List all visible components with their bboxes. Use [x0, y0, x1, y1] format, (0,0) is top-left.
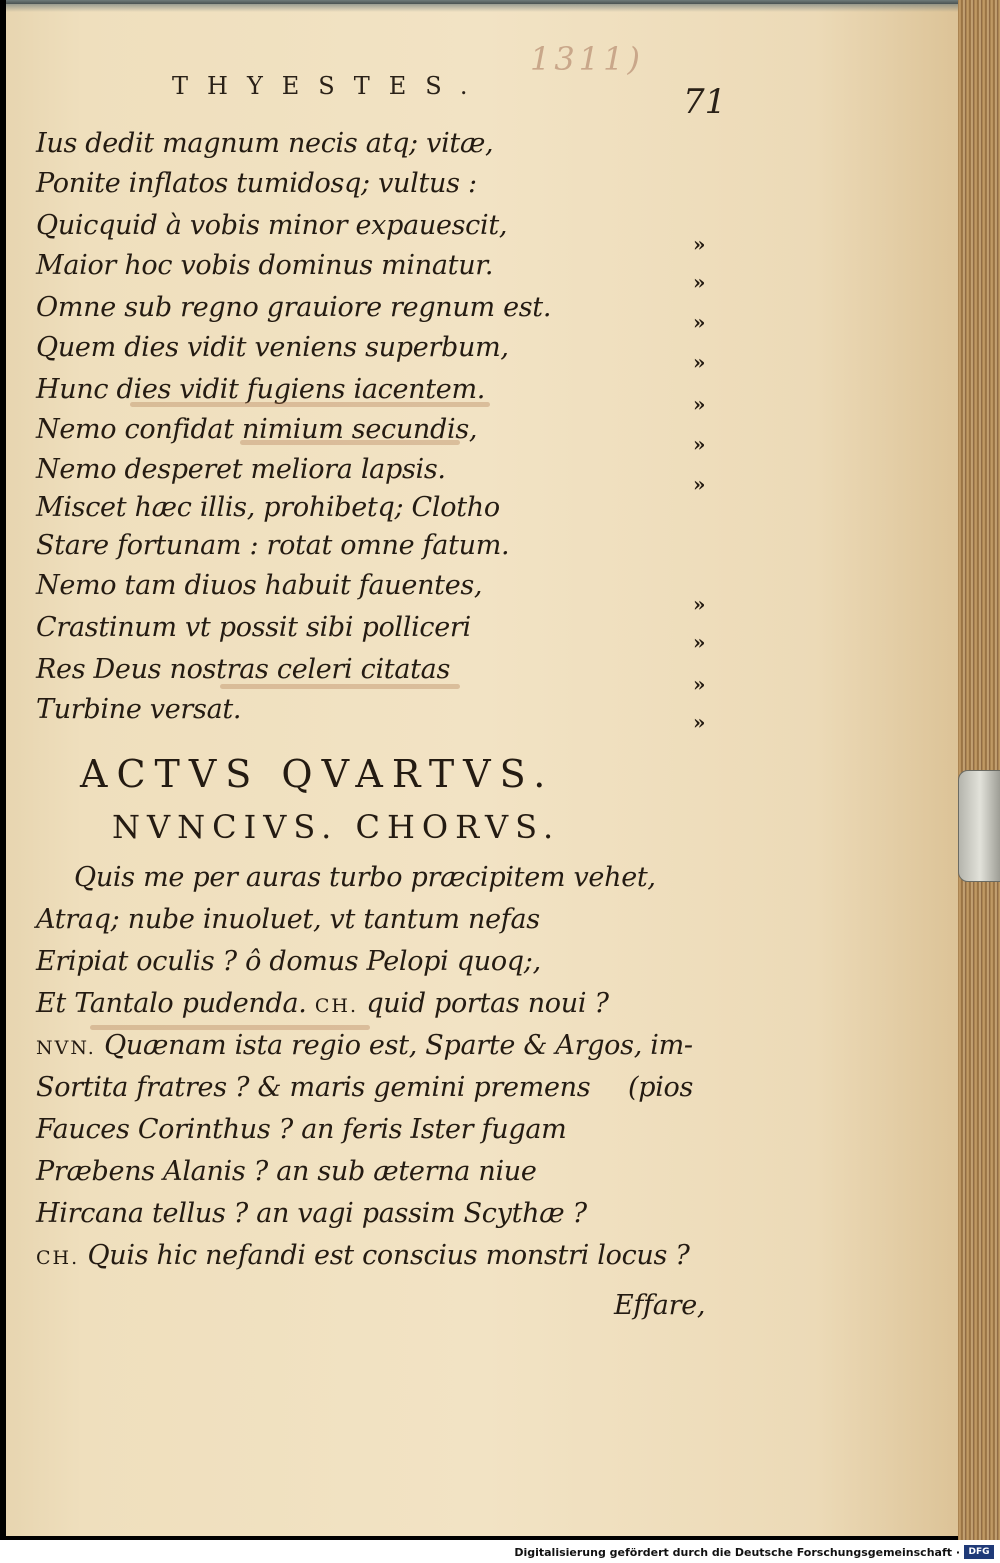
verse-line: Ponite inflatos tumidosq; vultus :: [36, 168, 477, 199]
dfg-logo: DFG: [964, 1545, 994, 1559]
dialogue-text: Præbens Alanis ? an sub æterna niue: [36, 1156, 537, 1187]
marginal-mark: »: [693, 232, 706, 256]
verse-line: Hunc dies vidit fugiens iacentem.: [36, 374, 486, 405]
dialogue-text: Atraq; nube inuoluet, vt tantum nefas: [36, 904, 540, 935]
dialogue-line: [36, 988, 609, 1019]
verse-line: Miscet hæc illis, prohibetq; Clotho: [36, 492, 500, 523]
speaker-label: NVN.: [36, 1037, 96, 1059]
dialogue-line: [36, 1114, 566, 1145]
verse-line: Nemo tam diuos habuit fauentes,: [36, 570, 483, 601]
marginal-mark: »: [693, 392, 706, 416]
dialogue-text: Quis hic nefandi est conscius monstri locus ?: [87, 1240, 690, 1271]
dialogue-text: Et Tantalo pudenda.: [36, 988, 307, 1019]
verse-line: Quem dies vidit veniens superbum,: [36, 332, 509, 363]
verse-line: Omne sub regno grauiore regnum est.: [36, 292, 552, 323]
dialogue-text: Sortita fratres ? & maris gemini premens: [36, 1072, 591, 1103]
verse-line: Quicquid à vobis minor expauescit,: [36, 210, 508, 241]
underline-annotation: [130, 402, 490, 407]
scene-heading: NVNCIVS. CHORVS.: [112, 808, 561, 846]
handwritten-note: 1311): [530, 40, 644, 78]
marginal-mark: »: [693, 432, 706, 456]
dialogue-line: [36, 1198, 587, 1229]
marginal-mark: »: [693, 710, 706, 734]
verse-line: Nemo desperet meliora lapsis.: [36, 454, 446, 485]
dialogue-text: Fauces Corinthus ? an feris Ister fugam: [36, 1114, 567, 1145]
page-number: 71: [683, 82, 727, 122]
speaker-label: CH.: [314, 995, 359, 1017]
page-top-shadow: [6, 0, 958, 12]
verse-line: Turbine versat.: [36, 694, 242, 725]
marginal-mark: »: [693, 270, 706, 294]
act-heading: ACTVS QVARTVS.: [80, 752, 555, 796]
speaker-label: CH.: [36, 1247, 80, 1269]
marginal-mark: »: [693, 630, 706, 654]
dialogue-text: Quænam ista regio est, Sparte & Argos, im-: [104, 1030, 693, 1061]
marginal-mark: »: [693, 350, 706, 374]
book-clasp: [958, 770, 1000, 882]
marginal-mark: »: [693, 672, 706, 696]
dialogue-line: [36, 1240, 690, 1271]
verse-line: Res Deus nostras celeri citatas: [36, 654, 451, 685]
dialogue-line: [36, 1156, 537, 1187]
verse-line: Stare fortunam : rotat omne fatum.: [36, 530, 510, 561]
dialogue-line: [36, 904, 540, 935]
catchword: Effare,: [614, 1290, 706, 1321]
verse-line: Maior hoc vobis dominus minatur.: [36, 250, 494, 281]
dialogue-text: quid portas noui ?: [366, 988, 609, 1019]
runover-text: (pios: [628, 1072, 694, 1103]
marginal-mark: »: [693, 592, 706, 616]
marginal-mark: »: [693, 310, 706, 334]
dialogue-line: [74, 862, 656, 893]
verse-line: Ius dedit magnum necis atq; vitæ,: [36, 128, 494, 159]
running-head: THYESTES.: [172, 72, 487, 100]
verse-line: Crastinum vt possit sibi polliceri: [36, 612, 471, 643]
underline-annotation: [220, 684, 460, 689]
marginal-mark: »: [693, 472, 706, 496]
underline-annotation: [240, 440, 460, 445]
dialogue-line: [36, 1030, 693, 1061]
dialogue-line: [36, 946, 541, 977]
dialogue-text: Hircana tellus ? an vagi passim Scythæ ?: [36, 1198, 587, 1229]
dialogue-text: Eripiat oculis ? ô domus Pelopi quoq;,: [36, 946, 541, 977]
dialogue-text: Quis me per auras turbo præcipitem vehet,: [74, 862, 656, 893]
digitization-credit: Digitalisierung gefördert durch die Deutsche Forschungsgemeinschaft ·: [514, 1546, 960, 1559]
dialogue-line: [36, 1072, 590, 1103]
verse-line: Nemo confidat nimium secundis,: [36, 414, 478, 445]
